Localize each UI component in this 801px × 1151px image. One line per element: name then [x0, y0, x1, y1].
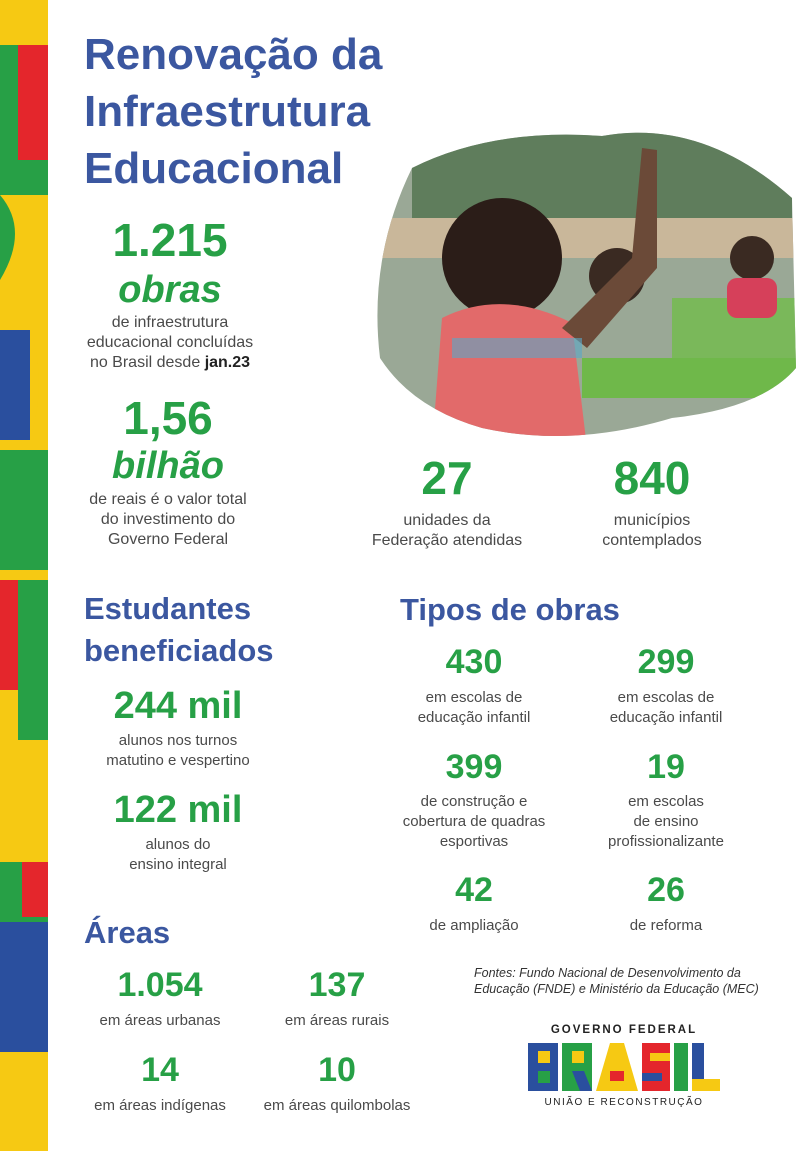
estudantes-value-1: 244 mil [113, 685, 243, 727]
obras-desc-line: de infraestrutura [111, 314, 229, 331]
areas-value-3: 14 [141, 1051, 179, 1089]
logo-bottom-text: UNIÃO E RECONSTRUÇÃO [544, 1097, 704, 1108]
areas-description-3: em áreas indígenas [94, 1097, 226, 1114]
unidades-description [337, 511, 557, 551]
obras-description [60, 313, 280, 373]
obras-unit: obras [118, 269, 222, 311]
tipos-desc-line: de ampliação [429, 917, 519, 934]
estudantes-heading-line: Estudantes [84, 591, 252, 626]
sources-line: Fontes: Fundo Nacional de Desenvolvimento da [474, 966, 741, 980]
tipos-desc-line: em escolas de [425, 689, 523, 706]
tipos-description-6 [556, 916, 776, 936]
tipos-desc-line: educação infantil [609, 709, 723, 726]
tipos-heading: Tipos de obras [400, 592, 620, 627]
tipos-description-2 [556, 688, 776, 728]
sources-line: Educação (FNDE) e Ministério da Educação (MEC) [474, 982, 759, 996]
tipos-description-4 [556, 792, 776, 852]
investimento-desc-line: de reais é o valor total [89, 491, 247, 508]
municipios-value: 840 [613, 452, 691, 504]
classroom-photo [372, 108, 798, 448]
obras-desc-line: no Brasil desde jan.23 [89, 354, 251, 371]
tipos-value-4: 19 [647, 748, 685, 786]
areas-value-2: 137 [308, 966, 366, 1004]
title-line: Infraestrutura [84, 87, 371, 136]
areas-value-4: 10 [318, 1051, 356, 1089]
municipios-desc-line: municípios [613, 512, 691, 529]
tipos-desc-line: de construção e [420, 793, 528, 810]
governo-federal-logo [524, 1022, 724, 1117]
estudantes-desc-line: alunos do [145, 836, 211, 853]
obras-value: 1.215 [112, 214, 228, 266]
tipos-desc-line: educação infantil [417, 709, 531, 726]
tipos-desc-line: profissionalizante [608, 833, 724, 850]
estudantes-value-2: 122 mil [113, 789, 243, 831]
investimento-description [58, 490, 278, 550]
areas-description-1: em áreas urbanas [99, 1012, 221, 1029]
tipos-description-1 [364, 688, 584, 728]
tipos-description-3 [364, 792, 584, 852]
title-line: Renovação da [84, 30, 383, 79]
tipos-description-5 [364, 916, 584, 936]
tipos-desc-line: em escolas [628, 793, 704, 810]
municipios-description [542, 511, 762, 551]
tipos-desc-line: esportivas [439, 833, 509, 850]
unidades-value: 27 [421, 452, 473, 504]
estudantes-description-2 [68, 835, 288, 875]
obras-desc-line: educacional concluídas [86, 334, 254, 351]
unidades-desc-line: Federação atendidas [371, 532, 523, 549]
estudantes-heading-line: beneficiados [84, 633, 274, 668]
investimento-value: 1,56 [123, 392, 213, 444]
tipos-desc-line: de reforma [629, 917, 703, 934]
estudantes-desc-line: alunos nos turnos [118, 732, 238, 749]
sources-note [474, 965, 794, 997]
areas-value-1: 1.054 [117, 966, 203, 1004]
brasil-wordmark [524, 1041, 724, 1093]
tipos-value-5: 42 [455, 871, 493, 909]
areas-description-2: em áreas rurais [284, 1012, 390, 1029]
tipos-value-6: 26 [647, 871, 685, 909]
tipos-value-2: 299 [637, 643, 695, 681]
areas-heading: Áreas [84, 915, 171, 950]
logo-top-text: GOVERNO FEDERAL [550, 1024, 698, 1036]
tipos-value-3: 399 [445, 748, 503, 786]
investimento-desc-line: do investimento do [100, 511, 236, 528]
areas-description-4: em áreas quilombolas [263, 1097, 411, 1114]
unidades-desc-line: unidades da [403, 512, 491, 529]
tipos-value-1: 430 [445, 643, 503, 681]
investimento-desc-line: Governo Federal [107, 531, 229, 548]
estudantes-heading [84, 588, 364, 672]
estudantes-desc-line: ensino integral [129, 856, 227, 873]
tipos-desc-line: em escolas de [617, 689, 715, 706]
municipios-desc-line: contemplados [602, 532, 702, 549]
estudantes-desc-line: matutino e vespertino [106, 752, 250, 769]
investimento-unit: bilhão [112, 445, 224, 487]
tipos-desc-line: de ensino [633, 813, 699, 830]
tipos-desc-line: cobertura de quadras [402, 813, 546, 830]
brand-color-strip [0, 0, 48, 1151]
title-line: Educacional [84, 144, 344, 193]
estudantes-description-1 [68, 731, 288, 771]
